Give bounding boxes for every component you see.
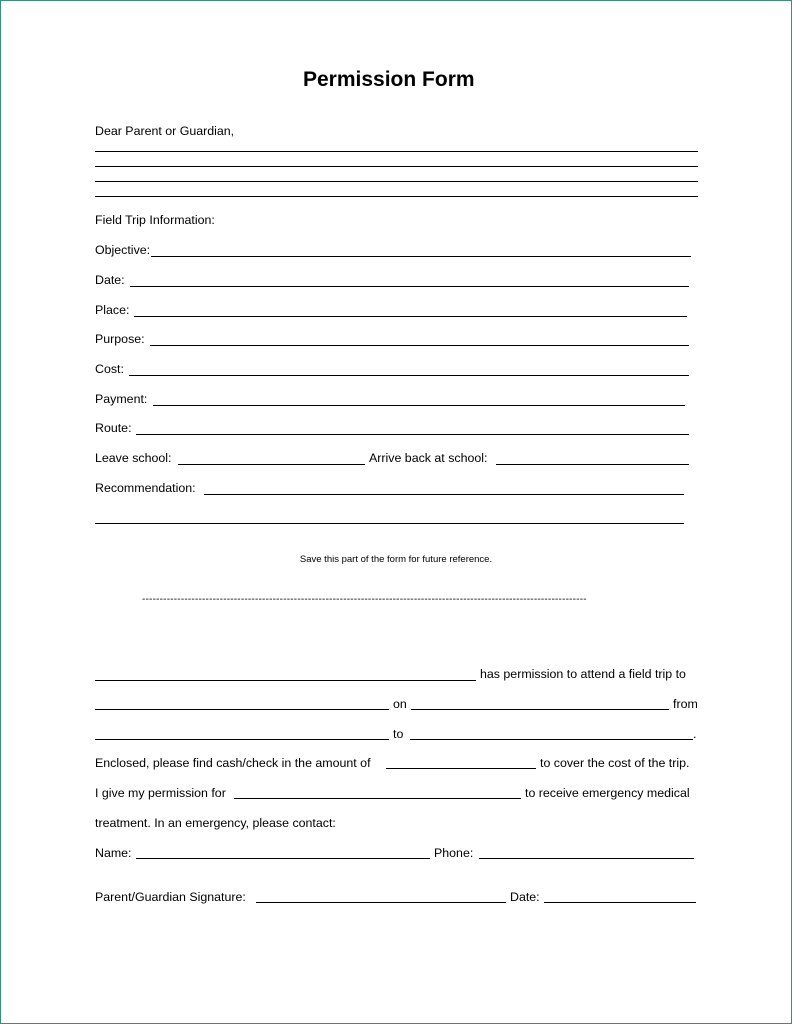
cut-line: ------------------------------------------------------------------------------------------------------------------------------	[142, 594, 587, 605]
letter-line-2[interactable]	[95, 166, 698, 167]
letter-line-3[interactable]	[95, 181, 698, 182]
save-note: Save this part of the form for future reference.	[299, 554, 493, 565]
place-field[interactable]	[134, 316, 687, 317]
route-label: Route:	[95, 421, 132, 435]
signature-label: Parent/Guardian Signature:	[95, 890, 246, 904]
cover-cost-text: to cover the cost of the trip.	[540, 756, 690, 770]
trip-date-field[interactable]	[411, 709, 669, 710]
student-name-field[interactable]	[95, 680, 476, 681]
letter-line-1[interactable]	[95, 151, 698, 152]
field-trip-heading: Field Trip Information:	[95, 213, 215, 227]
contact-name-label: Name:	[95, 846, 132, 860]
treatment-text: treatment. In an emergency, please contact:	[95, 816, 336, 830]
amount-field[interactable]	[386, 768, 536, 769]
payment-label: Payment:	[95, 392, 148, 406]
receive-care-text: to receive emergency medical	[525, 786, 690, 800]
cost-label: Cost:	[95, 362, 124, 376]
signature-date-field[interactable]	[544, 902, 696, 903]
letter-line-4[interactable]	[95, 196, 698, 197]
signature-date-label: Date:	[510, 890, 540, 904]
arrive-back-label: Arrive back at school:	[369, 451, 488, 465]
enclosed-text: Enclosed, please find cash/check in the amount of	[95, 756, 371, 770]
payment-field[interactable]	[153, 405, 685, 406]
phone-field[interactable]	[479, 858, 694, 859]
has-permission-text: has permission to attend a field trip to	[480, 667, 686, 681]
recommendation-field[interactable]	[204, 494, 684, 495]
greeting: Dear Parent or Guardian,	[95, 124, 235, 138]
permission-student-field[interactable]	[234, 798, 521, 799]
leave-school-label: Leave school:	[95, 451, 172, 465]
recommendation-field-2[interactable]	[95, 523, 684, 524]
date-field[interactable]	[130, 286, 689, 287]
date-label: Date:	[95, 273, 125, 287]
objective-label: Objective:	[95, 243, 151, 257]
place-label: Place:	[95, 303, 130, 317]
recommendation-label: Recommendation:	[95, 481, 196, 495]
end-time-field[interactable]	[410, 739, 693, 740]
cost-field[interactable]	[129, 375, 689, 376]
phone-label: Phone:	[434, 846, 474, 860]
start-time-field[interactable]	[95, 739, 389, 740]
period-text: .	[693, 727, 697, 741]
purpose-label: Purpose:	[95, 332, 145, 346]
leave-school-field[interactable]	[178, 464, 365, 465]
purpose-field[interactable]	[150, 345, 689, 346]
route-field[interactable]	[136, 434, 689, 435]
give-permission-text: I give my permission for	[95, 786, 226, 800]
objective-field[interactable]	[151, 256, 691, 257]
destination-field[interactable]	[95, 709, 389, 710]
to-text: to	[393, 727, 404, 741]
contact-name-field[interactable]	[136, 858, 430, 859]
on-text: on	[393, 697, 407, 711]
page-title: Permission Form	[303, 68, 475, 91]
arrive-back-field[interactable]	[496, 464, 689, 465]
from-text: from	[673, 697, 698, 711]
signature-field[interactable]	[256, 902, 506, 903]
